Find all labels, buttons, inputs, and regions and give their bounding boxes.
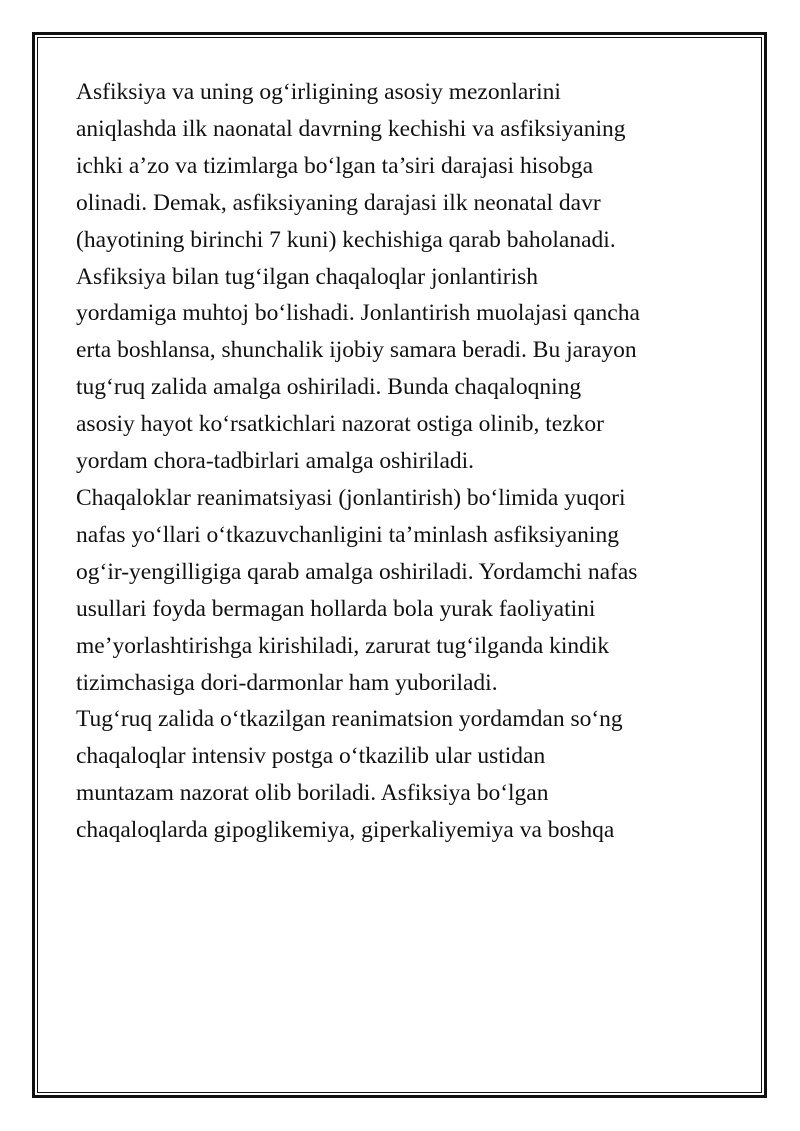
- text-line: yordamiga muhtoj bo‘lishadi. Jonlantirish muolajasi qancha: [76, 300, 640, 327]
- text-line: nafas yo‘llari o‘tkazuvchanligini ta’minlash asfiksiyaning: [76, 521, 619, 548]
- text-line: erta boshlansa, shunchalik ijobiy samara beradi. Bu jarayon: [76, 337, 637, 364]
- text-line: muntazam nazorat olib boriladi. Asfiksiya bo‘lgan: [76, 780, 549, 807]
- body-text: [76, 74, 736, 849]
- text-line: yordam chora-tadbirlari amalga oshiriladi.: [76, 448, 475, 475]
- text-line: chaqaloqlar intensiv postga o‘tkazilib ular ustidan: [76, 743, 546, 770]
- text-line: tug‘ruq zalida amalga oshiriladi. Bunda chaqaloqning: [76, 374, 582, 401]
- text-line: (hayotining birinchi 7 kuni) kechishiga qarab baholanadi.: [76, 226, 616, 253]
- text-line: olinadi. Demak, asfiksiyaning darajasi ilk neonatal davr: [76, 189, 601, 216]
- text-line: aniqlashda ilk naonatal davrning kechishi va asfiksiyaning: [76, 115, 626, 142]
- text-line: usullari foyda bermagan hollarda bola yurak faoliyatini: [76, 595, 596, 622]
- text-line: Asfiksiya bilan tug‘ilgan chaqaloqlar jonlantirish: [76, 263, 539, 290]
- text-line: chaqaloqlarda gipoglikemiya, giperkaliyemiya va boshqa: [76, 817, 615, 844]
- text-line: og‘ir-yengilligiga qarab amalga oshiriladi. Yordamchi nafas: [76, 558, 638, 585]
- text-line: Chaqaloklar reanimatsiyasi (jonlantirish) bo‘limida yuqori: [76, 484, 626, 511]
- text-line: Asfiksiya va uning og‘irligining asosiy mezonlarini: [76, 79, 561, 105]
- text-line: Tug‘ruq zalida o‘tkazilgan reanimatsion yordamdan so‘ng: [76, 706, 623, 733]
- text-line: tizimchasiga dori-darmonlar ham yuboriladi.: [76, 669, 498, 696]
- text-line: me’yorlashtirishga kirishiladi, zarurat tug‘ilganda kindik: [76, 632, 610, 659]
- text-line: ichki a’zo va tizimlarga bo‘lgan ta’siri darajasi hisobga: [76, 152, 594, 179]
- text-line: asosiy hayot ko‘rsatkichlari nazorat ostiga olinib, tezkor: [76, 411, 604, 438]
